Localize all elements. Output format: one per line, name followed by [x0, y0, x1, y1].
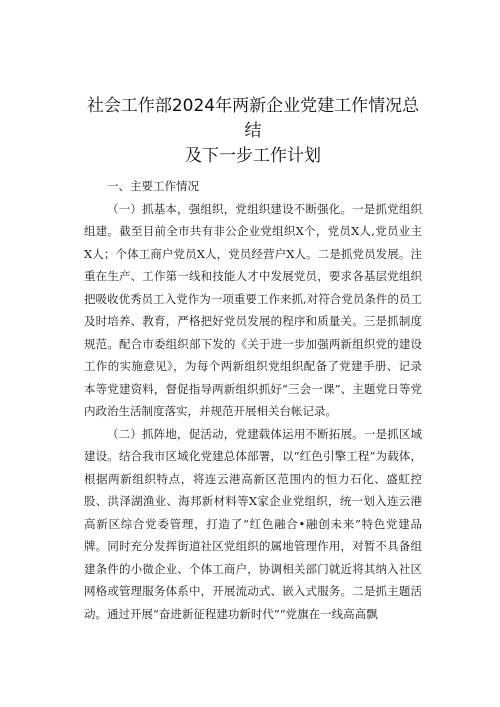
paragraph: （二）抓阵地，促活动，党建载体运用不断拓展。一是抓区域建设。结合我市区域化党建总体部署，以“红色引擎工程”为载体，根据两新组织特点，将连云港高新区范围内的恒力石化、盛虹控股、洪泽湖渔业、海邦新材料等X家企业党组织，统一划入连云港高新区综合党委管理，打造了“红色融合•融创未来”特色党建品牌。同时充分发挥街道社区党组织的属地管理作用，对暂不具备组建条件的小微企业、个体工商户，协调相关部门就近将其纳入社区网格或管理服务体系中，开展流动式、嵌入式服务。二是抓主题活动。通过开展“奋进新征程建功新时代”“党旗在一线高高飘	[84, 426, 422, 621]
document-title	[84, 94, 422, 169]
title-line-1: 社会工作部2024年两新企业党建工作情况总结	[86, 96, 420, 141]
paragraph: （一）抓基本，强组织，党组织建设不断强化。一是抓党组织组建。截至目前全市共有非公企业党组织X个，党员X人,党员业主X人；个体工商户党员X人，党员经营户X人。二是抓党员发展。注重在生产、工作第一线和技能人才中发展党员，要求各基层党组织把吸收优秀员工入党作为一项重要工作来抓,对符合党员条件的员工及时培养、教育，严格把好党员发展的程序和质量关。三是抓制度规范。配合市委组织部下发的《关于进一步加强两新组织党的建设工作的实施意见》，为每个两新组织党组织配备了党建手册、记录本等党建资料，督促指导两新组织抓好“三会一课”、主题党日等党内政治生活制度落实，并规范开展相关台帐记录。	[84, 201, 422, 418]
section-heading: 一、主要工作情况	[107, 179, 199, 193]
title-line-2: 及下一步工作计划	[185, 146, 321, 166]
